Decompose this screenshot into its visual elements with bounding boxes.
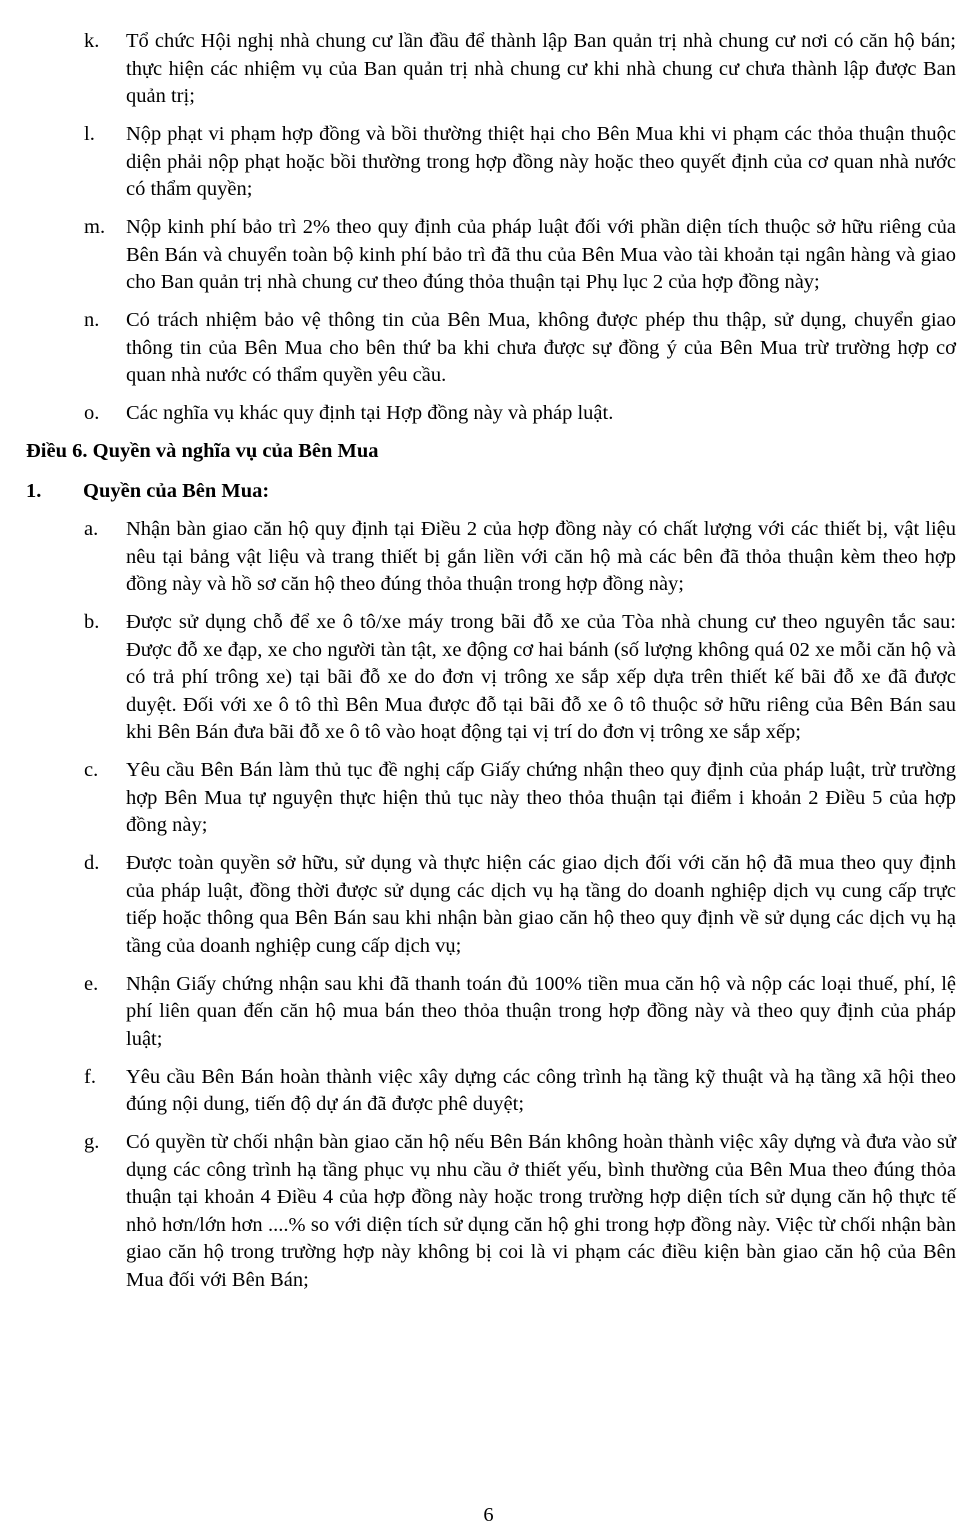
list-item-label: n. (84, 309, 100, 331)
list-item (0, 757, 977, 840)
list-item (0, 609, 977, 747)
list-item-text: Được sử dụng chỗ để xe ô tô/xe máy trong bãi đỗ xe của Tòa nhà chung cư theo nguyên tắc sau: Được đỗ xe đạp, xe cho người tàn tật, xe động cơ hai bánh (số lượng không quá 02 xe mỗi căn hộ và có trả phí trông xe) tại bãi đỗ xe do đơn vị trông xe sắp xếp dựa trên thiết kế bãi đỗ xe đã được duyệt. Đối với xe ô tô thì Bên Mua được đỗ tại bãi đỗ xe ô tô thuộc sở hữu riêng của Bên Bán sau khi Bên Bán đưa bãi đỗ xe ô tô vào hoạt động tại vị trí do đơn vị trông xe sắp xếp; (126, 611, 956, 743)
list-item-label: b. (84, 611, 100, 633)
list-item (0, 121, 977, 204)
list-item-label: l. (84, 123, 95, 145)
obligations-list (0, 28, 977, 428)
section-number: 1. (26, 479, 42, 502)
list-item (0, 28, 977, 111)
list-item (0, 971, 977, 1054)
list-item-text: Được toàn quyền sở hữu, sử dụng và thực hiện các giao dịch đối với căn hộ đã mua theo quy định của pháp luật, đồng thời được sử dụng các dịch vụ hạ tầng do doanh nghiệp dịch vụ cung cấp trực tiếp hoặc thông qua Bên Bán sau khi nhận bàn giao căn hộ theo quy định về sử dụng các dịch vụ hạ tầng của doanh nghiệp cung cấp dịch vụ; (126, 852, 956, 957)
list-item (0, 400, 977, 428)
list-item-label: m. (84, 216, 106, 238)
list-item (0, 516, 977, 599)
document-page (0, 28, 977, 1305)
rights-list (0, 516, 977, 1294)
list-item-text: Nộp kinh phí bảo trì 2% theo quy định của pháp luật đối với phần diện tích thuộc sở hữu riêng của Bên Bán và chuyển toàn bộ kinh phí bảo trì đã thu của Bên Mua vào tài khoản tại ngân hàng và giao cho Ban quản trị nhà chung cư theo đúng thỏa thuận tại Phụ lục 2 của hợp đồng này; (126, 216, 956, 293)
list-item-label: g. (84, 1131, 100, 1153)
list-item-text: Các nghĩa vụ khác quy định tại Hợp đồng này và pháp luật. (126, 402, 614, 424)
list-item-text: Nhận Giấy chứng nhận sau khi đã thanh toán đủ 100% tiền mua căn hộ và nộp các loại thuế, phí, lệ phí liên quan đến căn hộ mua bán theo thỏa thuận trong hợp đồng này và theo quy định của pháp luật; (126, 972, 956, 1050)
list-item (0, 1129, 977, 1294)
list-item-text: Nhận bàn giao căn hộ quy định tại Điều 2 của hợp đồng này có chất lượng với các thiết bị, vật liệu nêu tại bảng vật liệu và trang thiết bị gắn liền với căn hộ mà các bên đã thỏa thuận kèm theo hợp đồng này và hồ sơ căn hộ theo đúng thỏa thuận trong hợp đồng này; (126, 518, 956, 595)
list-item-label: a. (84, 518, 99, 540)
section-title: Quyền của Bên Mua: (83, 479, 270, 502)
list-item-label: c. (84, 759, 99, 781)
list-item (0, 850, 977, 960)
list-item-text: Có quyền từ chối nhận bàn giao căn hộ nếu Bên Bán không hoàn thành việc xây dựng và đưa vào sử dụng các công trình hạ tầng phục vụ nhu cầu ở thiết yếu, bình thường của Bên Mua theo đúng thỏa thuận tại khoản 4 Điều 4 của hợp đồng này hoặc trong trường hợp diện tích sử dụng căn hộ thực tế nhỏ hơn/lớn hơn ....% so với diện tích sử dụng căn hộ ghi trong hợp đồng này. Việc từ chối nhận bàn giao căn hộ trong trường hợp này không bị coi là vi phạm các điều kiện bàn giao căn hộ của Bên Mua đối với Bên Bán; (126, 1131, 956, 1291)
list-item-label: k. (84, 30, 100, 52)
list-item-text: Nộp phạt vi phạm hợp đồng và bồi thường thiệt hại cho Bên Mua khi vi phạm các thỏa thuận thuộc diện phải nộp phạt hoặc bồi thường trong hợp đồng này hoặc theo quyết định của cơ quan nhà nước có thẩm quyền; (126, 123, 956, 200)
list-item-label: d. (84, 852, 100, 874)
list-item-text: Yêu cầu Bên Bán hoàn thành việc xây dựng các công trình hạ tầng kỹ thuật và hạ tầng xã hội theo đúng nội dung, tiến độ dự án đã được phê duyệt; (126, 1065, 956, 1115)
section-heading (0, 478, 977, 506)
list-item-text: Có trách nhiệm bảo vệ thông tin của Bên Mua, không được phép thu thập, sử dụng, chuyển giao thông tin của Bên Mua cho bên thứ ba khi chưa được sự đồng ý của Bên Mua trừ trường hợp cơ quan nhà nước có thẩm quyền yêu cầu. (126, 309, 956, 386)
page-number: 6 (483, 1504, 494, 1526)
list-item-label: o. (84, 402, 100, 424)
list-item-text: Yêu cầu Bên Bán làm thủ tục đề nghị cấp Giấy chứng nhận theo quy định của pháp luật, trừ trường hợp Bên Mua tự nguyện thực hiện thủ tục này theo thỏa thuận tại điểm i khoản 2 Điều 5 của hợp đồng này; (126, 759, 956, 836)
list-item (0, 307, 977, 390)
list-item-label: f. (84, 1065, 96, 1088)
list-item (0, 1064, 977, 1119)
list-item (0, 214, 977, 297)
list-item-label: e. (84, 972, 99, 995)
article-heading: Điều 6. Quyền và nghĩa vụ của Bên Mua (26, 440, 379, 462)
list-item-text: Tổ chức Hội nghị nhà chung cư lần đầu để thành lập Ban quản trị nhà chung cư nơi có căn hộ bán; thực hiện các nhiệm vụ của Ban quản trị nhà chung cư khi nhà chung cư chưa thành lập được Ban quản trị; (126, 30, 956, 107)
